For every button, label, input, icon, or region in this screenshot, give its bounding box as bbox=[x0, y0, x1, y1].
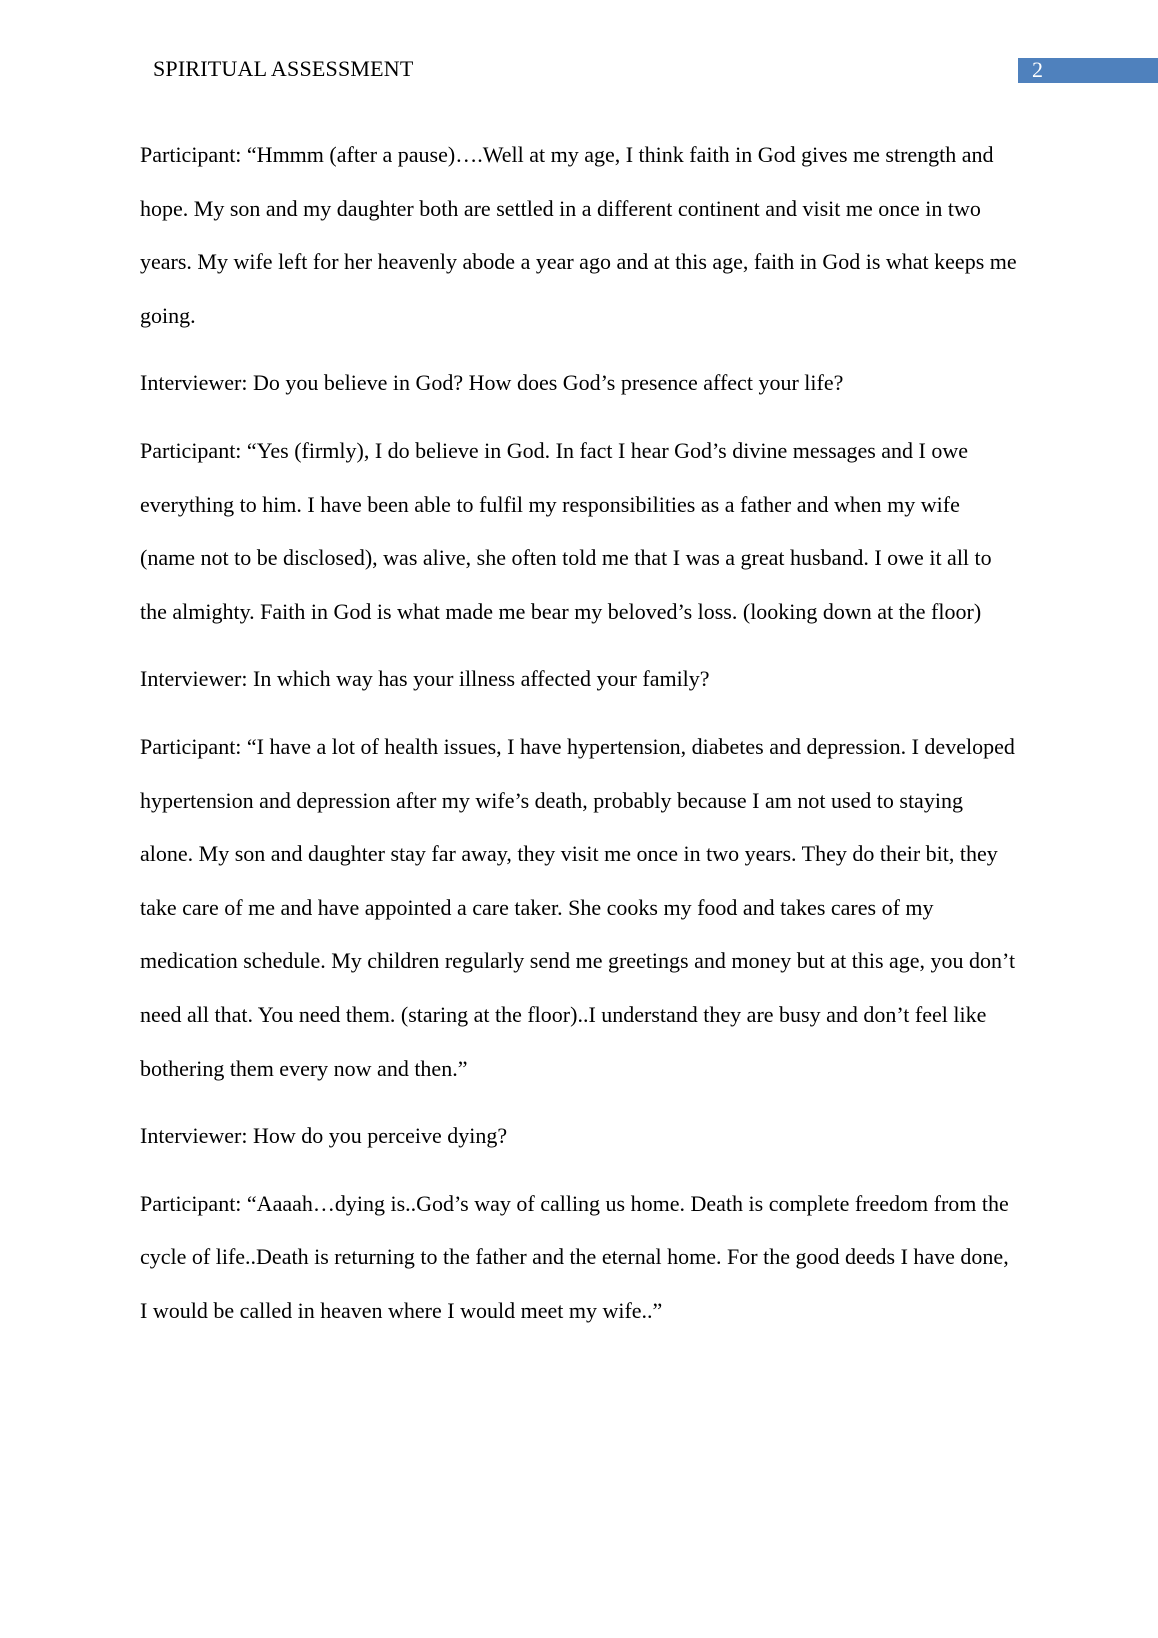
participant-response-1: Participant: “Hmmm (after a pause)….Well at my age, I think faith in God gives me strength and hope. My son and my daughter both are settled in a different continent and visit me once in two years. My wife left for her heavenly abode a year ago and at this age, faith in God is what keeps me going. bbox=[140, 142, 1017, 328]
participant-response-3: Participant: “I have a lot of health issues, I have hypertension, diabetes and depression. I developed hypertension and depression after my wife’s death, probably because I am not used to staying alone. My son and daughter stay far away, they visit me once in two years. They do their bit, they take care of me and have appointed a care taker. She cooks my food and takes cares of my medication schedule. My children regularly send me greetings and money but at this age, you don’t need all that. You need them. (staring at the floor)..I understand they are busy and don’t feel like bothering them every now and then.” bbox=[140, 733, 1016, 1081]
interviewer-question-3: Interviewer: How do you perceive dying? bbox=[140, 1123, 508, 1149]
participant-response-4: Participant: “Aaaah…dying is..God’s way of calling us home. Death is complete freedom from the cycle of life..Death is returning to the father and the eternal home. For the good deeds I have done, I would be called in heaven where I would meet my wife..” bbox=[140, 1190, 1009, 1323]
participant-response-2: Participant: “Yes (firmly), I do believe in God. In fact I hear God’s divine messages and I owe everything to him. I have been able to fulfil my responsibilities as a father and when my wife (name not to be disclosed), was alive, she often told me that I was a great husband. I owe it all to the almighty. Faith in God is what made me bear my beloved’s loss. (looking down at the floor) bbox=[140, 437, 992, 624]
page-number-bar bbox=[1018, 58, 1158, 83]
interviewer-question-2: Interviewer: In which way has your illness affected your family? bbox=[140, 666, 710, 692]
interviewer-question-1: Interviewer: Do you believe in God? How does God’s presence affect your life? bbox=[140, 370, 844, 396]
page-number: 2 bbox=[1032, 57, 1043, 82]
running-head: SPIRITUAL ASSESSMENT bbox=[153, 56, 414, 81]
interview-transcript bbox=[140, 128, 1020, 1351]
